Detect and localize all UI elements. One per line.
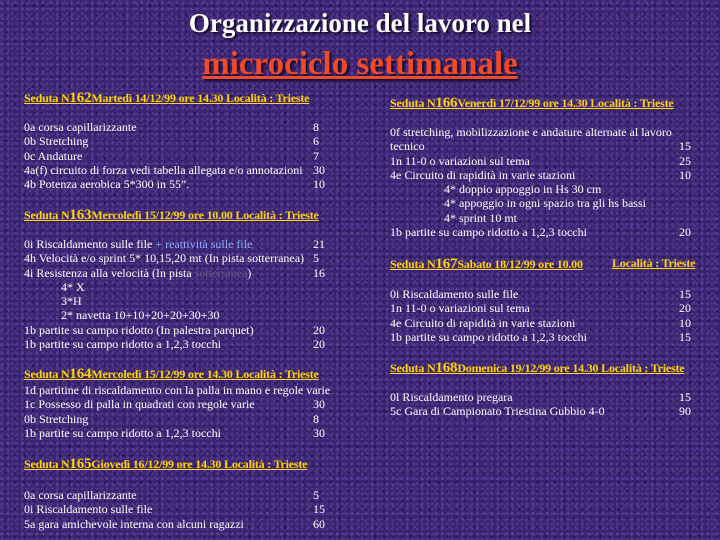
list-item: 0a corsa capillarizzante 8 [24,120,319,134]
session-167-location: Località : Trieste [612,256,696,270]
list-item: 4i Resistenza alla velocità (In pista sotterranea) 16 [24,265,325,280]
session-167-list [390,287,700,344]
list-item: 1b partite su campo ridotto a 1,2,3 tocchi 15 [390,329,691,344]
list-item: 1b partite su campo ridotto a 1,2,3 tocchi 20 [24,337,325,352]
list-item: 0i Riscaldamento sulle file + reattività sulle file 21 [24,237,325,251]
list-item: 4b Potenza aerobica 5*300 in 55”. 10 [24,177,325,192]
list-item: 4* doppio appoggio in Hs 30 cm [444,182,602,197]
list-item: 0a corsa capillarizzante 5 [24,488,319,502]
list-item: 5a gara amichevole interna con alcuni ragazzi 60 [24,516,325,531]
session-164-header: Seduta N164Mercoledì 15/12/99 ore 14.30 Località : Trieste [24,366,319,382]
session-165-header: Seduta N165Giovedì 16/12/99 ore 14.30 Località : Trieste [24,456,308,472]
list-item: 0b Stretching 6 [24,134,319,149]
session-167-header: Seduta N167Sabato 18/12/99 ore 10.00 [390,256,583,272]
title-line-1: Organizzazione del lavoro nel [188,8,532,38]
list-item: 0l Riscaldamento pregara 15 [390,390,691,404]
title-line-2: microciclo settimanale [202,46,518,82]
list-item: 4h Velocità e/o sprint 5* 10,15,20 mt (In pista sotterranea) 5 [24,251,319,266]
session-168-header: Seduta N168Domenica 19/12/99 ore 14.30 Località : Trieste [390,360,685,376]
list-item: 5c Gara di Campionato Triestina Gubbio 4-0 90 [390,404,691,419]
list-item: 4a(f) circuito di forza vedi tabella allegata e/o annotazioni 30 [24,162,325,177]
list-item: 1b partite su campo ridotto (In palestra parquet) 20 [24,322,325,337]
list-item: 1b partite su campo ridotto a 1,2,3 tocchi 30 [24,425,325,440]
list-item: 3*H [61,294,82,309]
list-item: 1n 11-0 o variazioni sul tema 25 [390,153,691,168]
session-165-list [24,488,344,531]
session-164-list [24,383,344,440]
session-163-header: Seduta N163Mercoledì 15/12/99 ore 10.00 Località : Trieste [24,207,319,223]
session-166-list [390,125,700,239]
list-item: 0c Andature 7 [24,148,319,163]
list-item: 4* sprint 10 mt [444,210,518,225]
list-item: 2* navetta 10+10+20+20+30+30 [61,308,220,323]
session-162-list [24,120,334,191]
session-162-header: Seduta N162Martedì 14/12/99 ore 14.30 Località : Trieste [24,90,310,106]
list-item: 0f stretching, mobilizzazione e andature alternate al lavoro [390,125,672,139]
list-item: 4* appoggio in ogni spazio tra gli hs bassi [444,196,646,211]
session-163-list [24,237,344,351]
session-166-header: Seduta N166Venerdì 17/12/99 ore 14.30 Località : Trieste [390,95,674,111]
list-item: 0i Riscaldamento sulle file 15 [24,502,325,517]
list-item: 1c Possesso di palla in quadrati con regole varie 30 [24,397,325,412]
list-item: 0i Riscaldamento sulle file 15 [390,287,691,301]
session-168-list [390,390,700,419]
list-item: 4e Circuito di rapidità in varie stazioni 10 [390,167,691,182]
list-item: 4e Circuito di rapidità in varie stazioni 10 [390,315,691,330]
list-item: 1n 11-0 o variazioni sul tema 20 [390,301,691,316]
list-item: 4* X [61,279,85,294]
list-item: 0b Stretching 8 [24,411,319,426]
list-item: tecnico 15 [390,139,691,154]
list-item: 1d partitine di riscaldamento con la palla in mano e regole varie [24,383,331,397]
list-item: 1b partite su campo ridotto a 1,2,3 tocchi 20 [390,225,691,240]
